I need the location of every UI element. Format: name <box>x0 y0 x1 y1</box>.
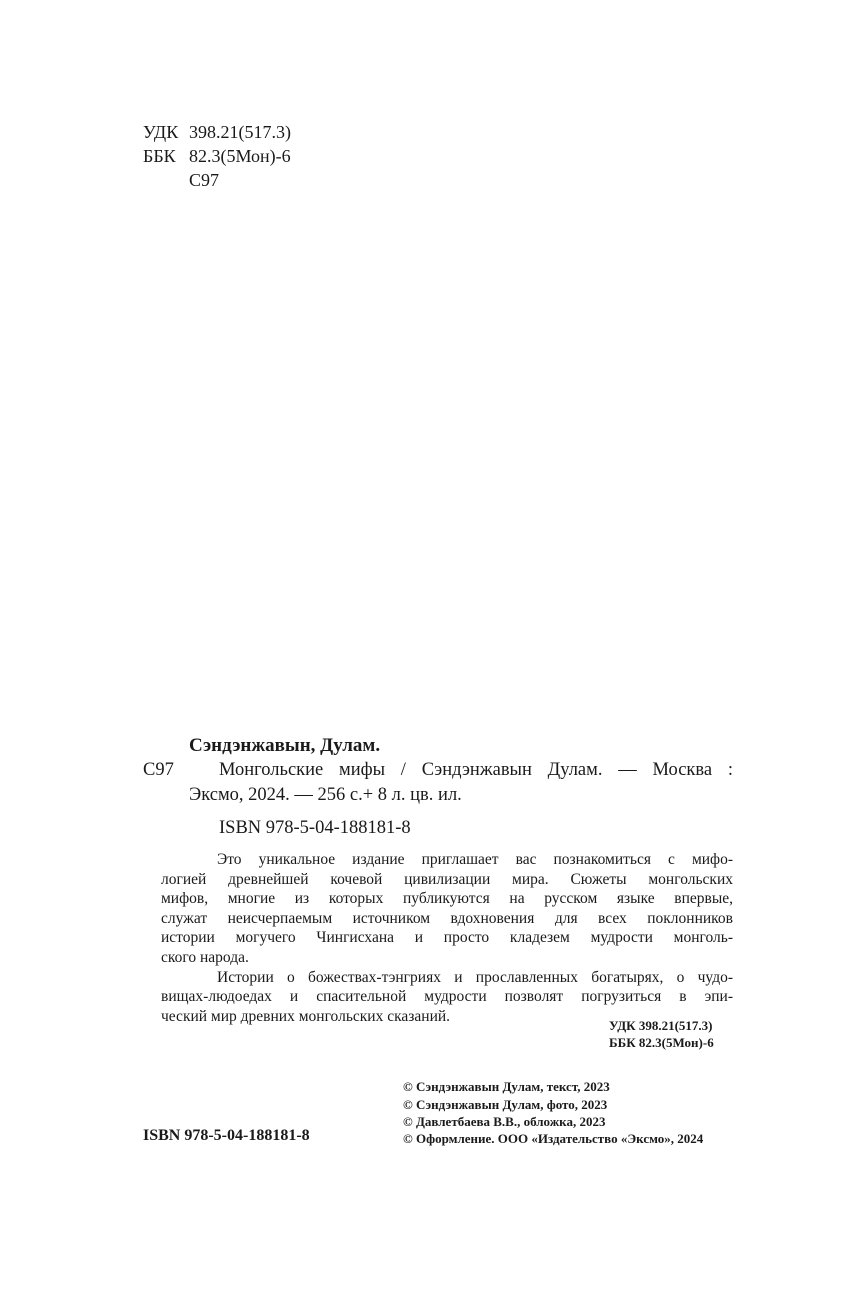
isbn-bottom: ISBN 978-5-04-188181-8 <box>143 1127 310 1144</box>
annotation-p2-line: Истории о божествах-тэнгриях и прославленных богатырях, о чудо- <box>217 968 733 986</box>
copyright-line: © Оформление. ООО «Издательство «Эксмо», 2024 <box>403 1131 704 1146</box>
bbk-label: ББК <box>143 146 176 166</box>
copyright-line: © Сэндэнжавын Дулам, фото, 2023 <box>403 1097 608 1112</box>
udk-value: 398.21(517.3) <box>189 122 291 142</box>
udk-line <box>143 120 291 144</box>
title-line-1: Монгольские мифы / Сэндэнжавын Дулам. — Москва : <box>219 760 733 780</box>
copyright-line: © Давлетбаева В.В., обложка, 2023 <box>403 1114 606 1129</box>
annotation-paragraph-1 <box>161 850 733 968</box>
annotation-p2-line: ческий мир древних монгольских сказаний. <box>161 1007 451 1025</box>
author-heading: Сэндэнжавын, Дулам. <box>189 735 381 756</box>
annotation-p1-line: мифов, многие из которых публикуются на русском языке впервые, <box>161 890 733 908</box>
annotation-p1-line: ского народа. <box>161 948 249 966</box>
bbk-line <box>143 144 291 168</box>
bbk-value: 82.3(5Мон)-6 <box>189 146 291 166</box>
isbn-record: ISBN 978-5-04-188181-8 <box>219 818 411 838</box>
title-line-2: Эксмо, 2024. — 256 с.+ 8 л. цв. ил. <box>189 785 462 805</box>
author-mark-bib: С97 <box>143 760 174 780</box>
annotation-p1-line: Это уникальное издание приглашает вас познакомиться с мифо- <box>217 851 733 868</box>
annotation-p1-line: служат неисчерпаемым источником вдохновения для всех поклонников <box>161 909 733 927</box>
udk-label: УДК <box>143 122 179 142</box>
annotation <box>161 850 733 1026</box>
author-mark-top: С97 <box>189 170 220 190</box>
annotation-p1-line: истории могучего Чингисхана и просто кладезем мудрости монголь- <box>161 929 733 947</box>
copyright-line: © Сэндэнжавын Дулам, текст, 2023 <box>403 1079 610 1094</box>
bbk-bold: ББК 82.3(5Мон)-6 <box>609 1035 714 1050</box>
annotation-p1-line: логией древнейшей кочевой цивилизации мира. Сюжеты монгольских <box>161 870 733 888</box>
annotation-p2-line: вищах-людоедах и спасительной мудрости позволят погрузиться в эпи- <box>161 988 733 1006</box>
udk-bold: УДК 398.21(517.3) <box>609 1018 713 1033</box>
